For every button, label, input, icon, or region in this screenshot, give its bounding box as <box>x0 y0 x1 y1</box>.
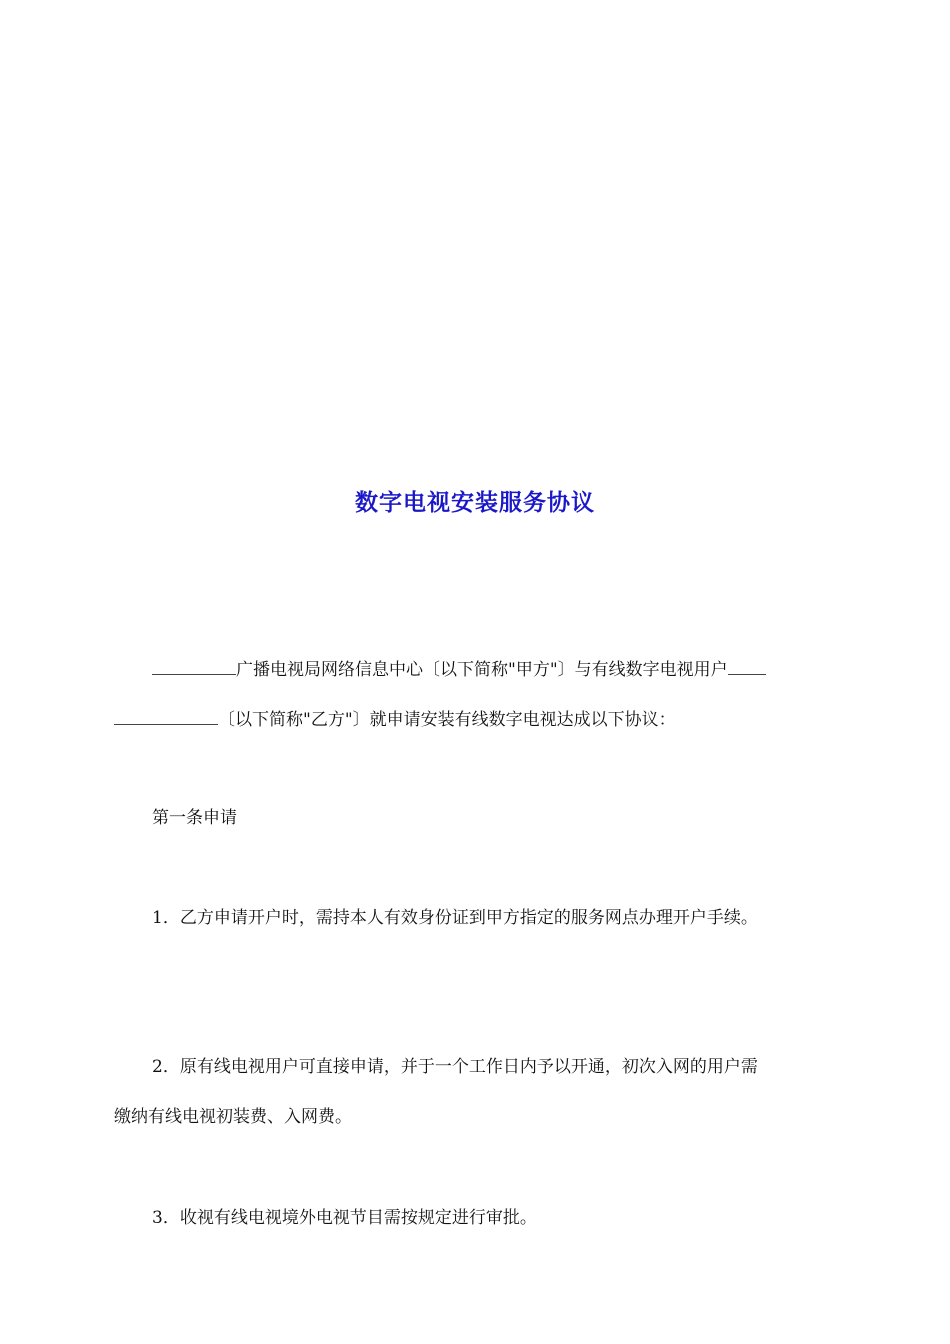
blank-line <box>152 658 236 675</box>
intro-text-1: 广播电视局网络信息中心〔以下简称"甲方"〕与有线数字电视用户 <box>236 660 728 680</box>
clause-item-1: 1．乙方申请开户时，需持本人有效身份证到甲方指定的服务网点办理开户手续。 <box>152 908 758 928</box>
document-title: 数字电视安装服务协议 <box>355 489 595 516</box>
clause-item-2-line-2: 缴纳有线电视初装费、入网费。 <box>114 1107 352 1127</box>
blank-line <box>728 658 766 675</box>
section-heading: 第一条申请 <box>152 808 237 828</box>
intro-line-2 <box>114 708 676 732</box>
intro-text-2: 〔以下简称"乙方"〕就申请安装有线数字电视达成以下协议： <box>218 710 676 730</box>
clause-item-2-line-1: 2．原有线电视用户可直接申请，并于一个工作日内予以开通，初次入网的用户需 <box>152 1057 758 1077</box>
clause-item-3: 3．收视有线电视境外电视节目需按规定进行审批。 <box>152 1208 537 1228</box>
blank-line <box>114 708 218 725</box>
intro-line-1 <box>152 658 766 682</box>
